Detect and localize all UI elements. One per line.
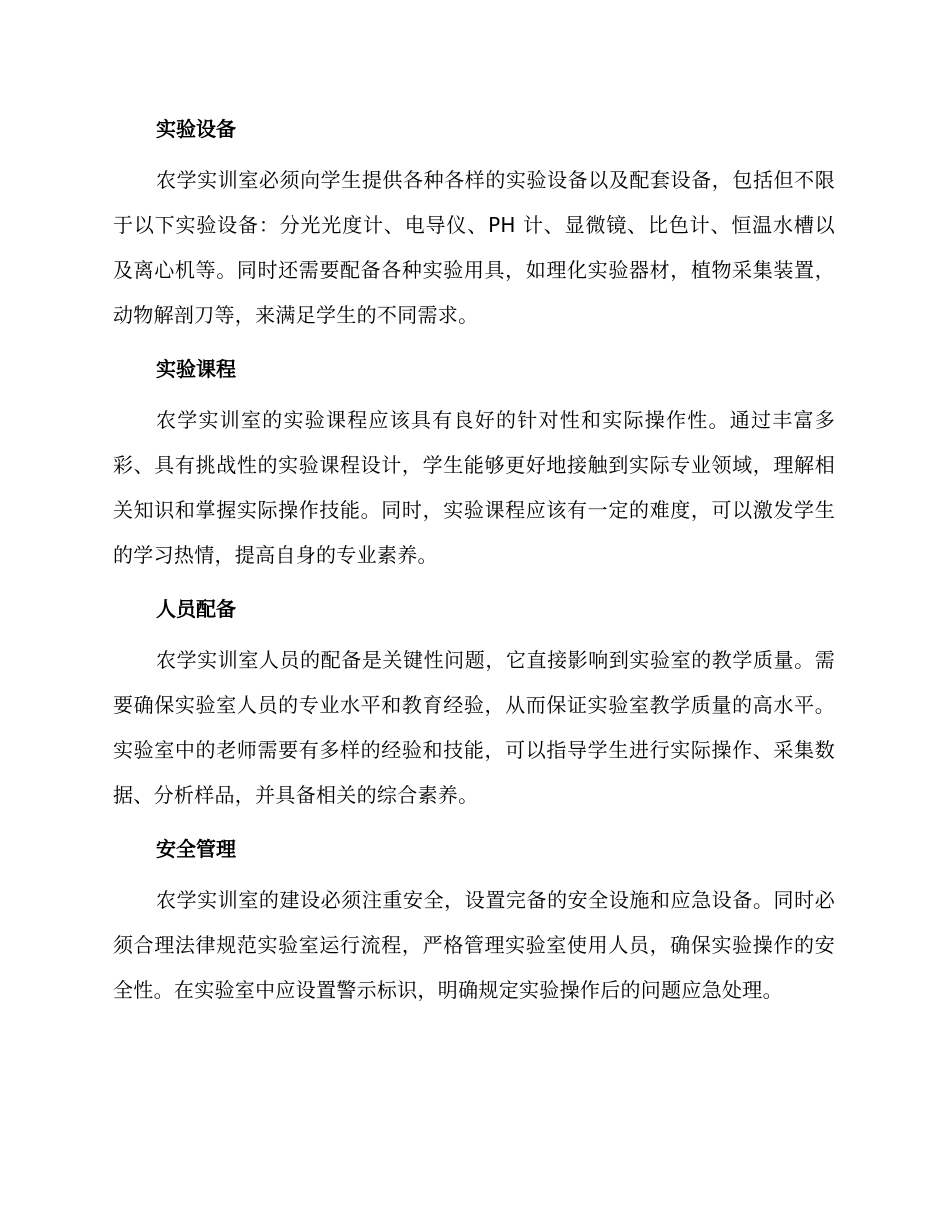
section-paragraph: 农学实训室的实验课程应该具有良好的针对性和实际操作性。通过丰富多彩、具有挑战性的实验课程设计，学生能够更好地接触到实际专业领域，理解相关知识和掌握实际操作技能。同时，实验课程应该有一定的难度，可以激发学生的学习热情，提高自身的专业素养。 xyxy=(113,408,835,567)
section-paragraph: 农学实训室的建设必须注重安全，设置完备的安全设施和应急设备。同时必须合理法律规范实验室运行流程，严格管理实验室使用人员，确保实验操作的安全性。在实验室中应设置警示标识，明确规定实验操作后的问题应急处理。 xyxy=(113,888,835,1002)
section-heading: 安全管理 xyxy=(156,837,236,861)
section-heading: 实验课程 xyxy=(156,357,236,381)
section-staffing xyxy=(113,590,835,818)
section-paragraph: 农学实训室人员的配备是关键性问题，它直接影响到实验室的教学质量。需要确保实验室人员的专业水平和教育经验，从而保证实验室教学质量的高水平。实验室中的老师需要有多样的经验和技能，可以指导学生进行实际操作、采集数据、分析样品，并具备相关的综合素养。 xyxy=(113,648,835,807)
section-heading: 人员配备 xyxy=(156,597,236,621)
section-safety xyxy=(113,830,835,1013)
section-equipment xyxy=(113,110,835,338)
section-paragraph: 农学实训室必须向学生提供各种各样的实验设备以及配套设备，包括但不限于以下实验设备：分光光度计、电导仪、PH 计、显微镜、比色计、恒温水槽以及离心机等。同时还需要配备各种实验用具，如理化实验器材，植物采集装置，动物解剖刀等，来满足学生的不同需求。 xyxy=(113,168,835,327)
section-heading: 实验设备 xyxy=(156,117,236,141)
section-courses xyxy=(113,350,835,578)
document-content xyxy=(113,110,835,1025)
